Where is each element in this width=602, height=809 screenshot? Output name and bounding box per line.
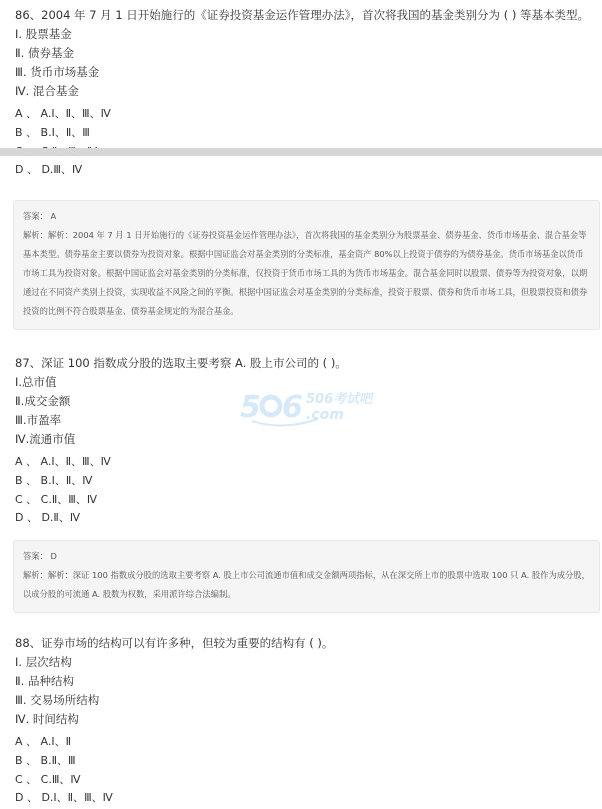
option-a[interactable]: A 、 A.Ⅰ、Ⅱ、Ⅲ、Ⅳ	[15, 107, 111, 120]
statement-item: Ⅰ. 股票基金	[15, 27, 72, 41]
statement-item: Ⅳ. 混合基金	[15, 84, 79, 98]
statement-item: Ⅱ. 债券基金	[15, 46, 74, 60]
option-b[interactable]: B 、 B.Ⅰ、Ⅱ、Ⅳ	[15, 473, 93, 487]
statement-item: Ⅲ. 交易场所结构	[15, 693, 100, 707]
question-stem: 87、深证 100 指数成分股的选取主要考察 A. 股上市公司的 ( )。	[15, 356, 347, 370]
svg-text:5: 5	[240, 390, 261, 425]
statement-item: Ⅳ. 时间结构	[15, 712, 79, 726]
answer-box-86	[13, 200, 600, 330]
question-stem: 88、证券市场的结构可以有许多种，但较为重要的结构有 ( )。	[15, 636, 334, 650]
option-c[interactable]: C 、 C.Ⅲ、Ⅳ	[15, 772, 81, 786]
statement-item: Ⅲ.市盈率	[15, 413, 62, 427]
answer-analysis: 解析：解析：深证 100 指数成分股的选取主要考察 A. 股上市公司流通市值和成交金额两项指标，从在深交所上市的股票中选取 100 只 A. 股作为成分股，以成分股的可流通 A. 股数为权数，采用派许综合法编制。	[23, 570, 590, 599]
watermark-logo	[238, 383, 373, 431]
answer-box-87	[13, 540, 600, 613]
answer-key: 答案： A	[23, 211, 57, 221]
option-a[interactable]: A 、 A.Ⅰ、Ⅱ、Ⅲ、Ⅳ	[15, 455, 111, 468]
question-88	[15, 634, 600, 808]
answer-analysis: 解析：解析：2004 年 7 月 1 日开始施行的《证券投资基金运作管理办法》，首次将我国的基金类别分为股票基金、债券基金、货币市场基金、混合基金等基本类型。债券基金主要以债券为投资对象。根据中国证监会对基金类别的分类标准，基金资产 80%以上投资于债券的为债券基金。货币市场基金以货币市场工具为投资对象。根据中国证监会对基金类别的分类标准，仅投资于货币市场工具的为货币市场基金。混合基金同时以股票、债券等为投资对象，以期通过在不同资产类别上投资，实现收益不风险之间的平衡。根据中国证监会对基金类别的分类标准，投资于股票、债券和货币市场工具，但股票投资和债券投资的比例不符合股票基金、债券基金规定的为混合基金。	[23, 230, 588, 316]
statement-item: Ⅱ. 品种结构	[15, 674, 74, 688]
statement-item: Ⅱ.成交金额	[15, 394, 71, 408]
question-87	[15, 354, 600, 528]
option-b[interactable]: B 、 B.Ⅱ、Ⅲ	[15, 753, 76, 767]
svg-text:6: 6	[282, 390, 303, 425]
option-d[interactable]: D 、 D.Ⅲ、Ⅳ	[15, 163, 83, 177]
scan-artifact-bar	[0, 148, 602, 156]
option-b[interactable]: B 、 B.Ⅰ、Ⅱ、Ⅲ	[15, 125, 90, 139]
statement-item: Ⅰ. 层次结构	[15, 655, 72, 669]
option-c[interactable]: C 、 C.Ⅱ、Ⅲ、Ⅳ	[15, 492, 98, 506]
question-stem: 86、2004 年 7 月 1 日开始施行的《证券投资基金运作管理办法》，首次将我国的基金类别分为 ( ) 等基本类型。	[15, 8, 589, 22]
watermark-logo-text: 506考试吧	[306, 392, 373, 407]
option-d[interactable]: D 、 D.Ⅱ、Ⅳ	[15, 511, 80, 525]
statement-item: Ⅳ.流通市值	[15, 432, 76, 446]
statement-item: Ⅰ.总市值	[15, 375, 57, 389]
watermark-domain-text: .com	[306, 407, 344, 423]
option-a[interactable]: A 、 A.Ⅰ、Ⅱ	[15, 735, 72, 748]
statement-item: Ⅲ. 货币市场基金	[15, 65, 100, 79]
answer-key: 答案： D	[23, 551, 57, 561]
option-d[interactable]: D 、 D.Ⅰ、Ⅱ、Ⅲ、Ⅳ	[15, 791, 113, 805]
